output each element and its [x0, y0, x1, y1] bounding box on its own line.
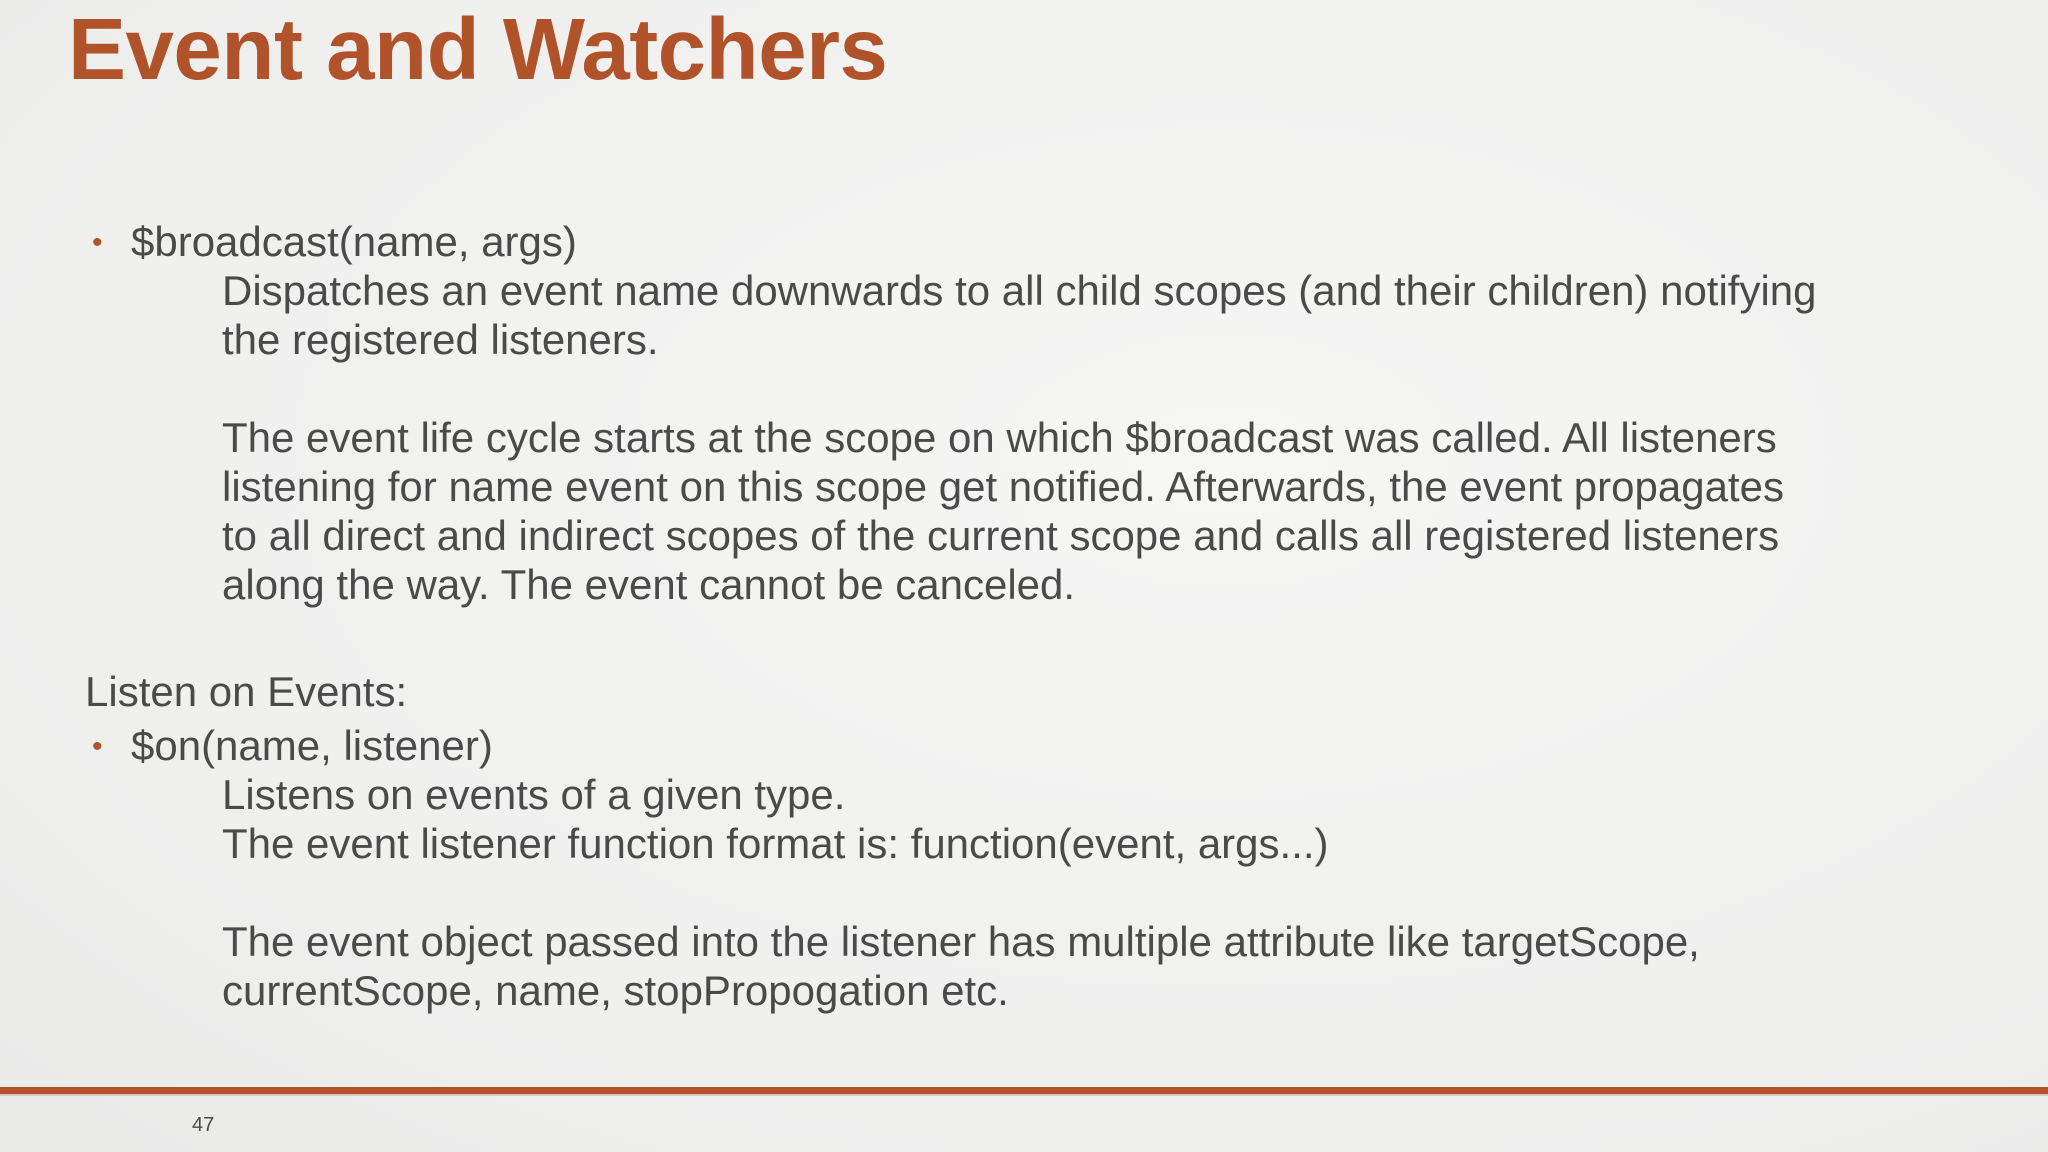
bullet-marker: • — [92, 226, 103, 259]
listen-heading: Listen on Events: — [85, 668, 408, 715]
broadcast-description-line-2: the registered listeners. — [222, 316, 659, 363]
on-event-object-line-2: currentScope, name, stopPropogation etc. — [222, 967, 1009, 1014]
slide-title: Event and Watchers — [68, 1, 888, 98]
on-event-object-line-1: The event object passed into the listener has multiple attribute like targetScope, — [222, 918, 1700, 965]
broadcast-signature: $broadcast(name, args) — [131, 218, 577, 265]
broadcast-lifecycle-line-1: The event life cycle starts at the scope on which $broadcast was called. All listeners — [222, 414, 1777, 461]
broadcast-description-line-1: Dispatches an event name downwards to all child scopes (and their children) notifying — [222, 267, 1817, 314]
broadcast-lifecycle-line-3: to all direct and indirect scopes of the current scope and calls all registered listeners — [222, 512, 1780, 559]
bullet-marker: • — [92, 730, 103, 763]
broadcast-lifecycle-line-2: listening for name event on this scope get notified. Afterwards, the event propagates — [222, 463, 1784, 510]
page-number: 47 — [192, 1114, 215, 1136]
footer-divider — [0, 1087, 2048, 1094]
footer-divider-shadow — [0, 1094, 2048, 1096]
on-description-line-2: The event listener function format is: function(event, args...) — [222, 820, 1329, 867]
on-description-line-1: Listens on events of a given type. — [222, 771, 846, 818]
on-signature: $on(name, listener) — [131, 722, 493, 769]
broadcast-lifecycle-line-4: along the way. The event cannot be canceled. — [222, 561, 1076, 608]
